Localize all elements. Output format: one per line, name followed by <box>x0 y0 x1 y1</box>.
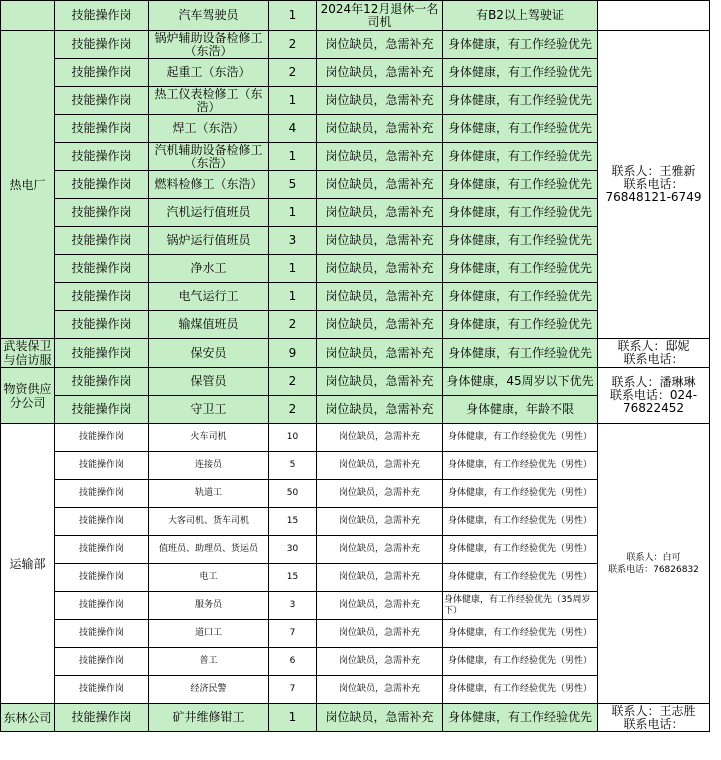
category-cell[interactable]: 技能操作岗 <box>55 227 149 255</box>
reason-cell[interactable]: 岗位缺员，急需补充 <box>317 31 443 59</box>
requirement-cell[interactable]: 身体健康，有工作经验优先 <box>443 115 598 143</box>
reason-cell[interactable]: 岗位缺员，急需补充 <box>317 676 443 704</box>
count-cell[interactable]: 5 <box>269 171 317 199</box>
category-cell[interactable]: 技能操作岗 <box>55 592 149 620</box>
post-cell[interactable]: 汽车驾驶员 <box>149 1 269 31</box>
category-cell[interactable]: 技能操作岗 <box>55 59 149 87</box>
reason-cell[interactable]: 岗位缺员，急需补充 <box>317 227 443 255</box>
reason-cell[interactable]: 岗位缺员，急需补充 <box>317 311 443 339</box>
reason-cell[interactable]: 岗位缺员，急需补充 <box>317 143 443 171</box>
post-cell[interactable]: 汽机辅助设备检修工（东浩） <box>149 143 269 171</box>
contact-line: 76848121-6749 <box>605 190 702 204</box>
requirement-cell[interactable]: 身体健康，有工作经验优先（男性） <box>443 676 598 704</box>
contact-cell-thermal-plant[interactable] <box>598 31 710 339</box>
requirement-cell[interactable]: 有B2以上驾驶证 <box>443 1 598 31</box>
category-cell[interactable]: 技能操作岗 <box>55 199 149 227</box>
reason-cell[interactable]: 岗位缺员，急需补充 <box>317 480 443 508</box>
count-cell[interactable]: 30 <box>269 536 317 564</box>
table-row <box>1 424 710 452</box>
reason-cell[interactable]: 岗位缺员，急需补充 <box>317 564 443 592</box>
contact-cell-materials[interactable] <box>598 368 710 424</box>
category-cell[interactable]: 技能操作岗 <box>55 31 149 59</box>
count-cell[interactable]: 5 <box>269 452 317 480</box>
post-cell[interactable]: 电气运行工 <box>149 283 269 311</box>
contact-line: 联系人：潘琳琳 <box>611 375 696 389</box>
post-cell[interactable]: 汽机运行值班员 <box>149 199 269 227</box>
category-cell[interactable]: 技能操作岗 <box>55 339 149 368</box>
contact-line: 联系电话：76826832 <box>608 564 699 575</box>
post-cell[interactable]: 道口工 <box>149 620 269 648</box>
requirement-cell[interactable]: 身体健康，有工作经验优先 <box>443 339 598 368</box>
unit-cell-thermal-plant[interactable]: 热电厂 <box>1 31 55 339</box>
reason-cell[interactable]: 2024年12月退休一名司机 <box>317 1 443 31</box>
post-cell[interactable]: 保管员 <box>149 368 269 396</box>
count-cell[interactable]: 4 <box>269 115 317 143</box>
post-cell[interactable]: 大客司机、货车司机 <box>149 508 269 536</box>
post-cell[interactable]: 火车司机 <box>149 424 269 452</box>
count-cell[interactable]: 3 <box>269 227 317 255</box>
post-cell[interactable]: 锅炉辅助设备检修工（东浩） <box>149 31 269 59</box>
requirement-cell[interactable]: 身体健康，有工作经验优先（男性） <box>443 564 598 592</box>
unit-cell-transport[interactable]: 运输部 <box>1 424 55 704</box>
table-row <box>1 31 710 59</box>
post-cell[interactable]: 轨道工 <box>149 480 269 508</box>
requirement-cell[interactable]: 身体健康，有工作经验优先 <box>443 171 598 199</box>
count-cell[interactable]: 9 <box>269 339 317 368</box>
count-cell[interactable]: 50 <box>269 480 317 508</box>
count-cell[interactable]: 15 <box>269 508 317 536</box>
reason-cell[interactable]: 岗位缺员，急需补充 <box>317 171 443 199</box>
post-cell[interactable]: 输煤值班员 <box>149 311 269 339</box>
count-cell[interactable]: 1 <box>269 704 317 732</box>
post-cell[interactable]: 连接员 <box>149 452 269 480</box>
reason-cell[interactable]: 岗位缺员，急需补充 <box>317 536 443 564</box>
requirement-cell[interactable]: 身体健康，有工作经验优先 <box>443 31 598 59</box>
post-cell[interactable]: 矿井维修钳工 <box>149 704 269 732</box>
post-cell[interactable]: 值班员、助理员、货运员 <box>149 536 269 564</box>
category-cell[interactable]: 技能操作岗 <box>55 704 149 732</box>
contact-line: 联系人：邸妮 <box>617 339 690 353</box>
post-cell[interactable]: 经济民警 <box>149 676 269 704</box>
category-cell[interactable]: 技能操作岗 <box>55 311 149 339</box>
category-cell[interactable]: 技能操作岗 <box>55 620 149 648</box>
reason-cell[interactable]: 岗位缺员，急需补充 <box>317 368 443 396</box>
requirement-cell[interactable]: 身体健康，有工作经验优先 <box>443 227 598 255</box>
requirement-cell[interactable]: 身体健康，年龄不限 <box>443 396 598 424</box>
category-cell[interactable]: 技能操作岗 <box>55 508 149 536</box>
count-cell[interactable]: 7 <box>269 676 317 704</box>
category-cell[interactable]: 技能操作岗 <box>55 564 149 592</box>
reason-cell[interactable]: 岗位缺员，急需补充 <box>317 255 443 283</box>
count-cell[interactable]: 1 <box>269 1 317 31</box>
requirement-cell[interactable]: 身体健康，有工作经验优先 <box>443 87 598 115</box>
category-cell[interactable]: 技能操作岗 <box>55 255 149 283</box>
count-cell[interactable]: 1 <box>269 255 317 283</box>
requirement-cell[interactable]: 身体健康，有工作经验优先 <box>443 311 598 339</box>
category-cell[interactable]: 技能操作岗 <box>55 452 149 480</box>
unit-cell-security[interactable]: 武装保卫与信访服 <box>1 339 55 368</box>
requirement-cell[interactable]: 身体健康，有工作经验优先（男性） <box>443 620 598 648</box>
reason-cell[interactable]: 岗位缺员，急需补充 <box>317 199 443 227</box>
reason-cell[interactable]: 岗位缺员，急需补充 <box>317 452 443 480</box>
count-cell[interactable]: 7 <box>269 620 317 648</box>
count-cell[interactable]: 2 <box>269 31 317 59</box>
category-cell[interactable]: 技能操作岗 <box>55 536 149 564</box>
contact-line: 联系电话： <box>623 716 684 731</box>
category-cell[interactable]: 技能操作岗 <box>55 368 149 396</box>
count-cell[interactable]: 2 <box>269 59 317 87</box>
post-cell[interactable]: 保安员 <box>149 339 269 368</box>
count-cell[interactable]: 3 <box>269 592 317 620</box>
count-cell[interactable]: 10 <box>269 424 317 452</box>
post-cell[interactable]: 燃料检修工（东浩） <box>149 171 269 199</box>
requirement-cell[interactable]: 身体健康，有工作经验优先 <box>443 704 598 732</box>
category-cell[interactable]: 技能操作岗 <box>55 396 149 424</box>
contact-line: 联系人：王志胜 <box>611 703 696 718</box>
top-unit-cell <box>1 1 55 31</box>
category-cell[interactable]: 技能操作岗 <box>55 115 149 143</box>
reason-cell[interactable]: 岗位缺员，急需补充 <box>317 592 443 620</box>
contact-cell-security[interactable] <box>598 339 710 368</box>
contact-line: 联系人：王雅新 <box>611 164 696 178</box>
post-cell[interactable]: 净水工 <box>149 255 269 283</box>
category-cell[interactable]: 技能操作岗 <box>55 171 149 199</box>
top-contact-cell <box>598 1 710 31</box>
table-row <box>1 368 710 396</box>
requirement-cell[interactable]: 身体健康，有工作经验优先（男性） <box>443 480 598 508</box>
requirement-cell[interactable]: 身体健康，有工作经验优先 <box>443 283 598 311</box>
contact-line: 联系人：白可 <box>626 552 681 563</box>
post-cell[interactable]: 守卫工 <box>149 396 269 424</box>
contact-cell-transport[interactable] <box>598 424 710 704</box>
post-cell[interactable]: 起重工（东浩） <box>149 59 269 87</box>
requirement-cell[interactable]: 身体健康，有工作经验优先 <box>443 143 598 171</box>
category-cell[interactable]: 技能操作岗 <box>55 1 149 31</box>
reason-cell[interactable]: 岗位缺员，急需补充 <box>317 283 443 311</box>
count-cell[interactable]: 2 <box>269 368 317 396</box>
count-cell[interactable]: 2 <box>269 311 317 339</box>
reason-cell[interactable]: 岗位缺员，急需补充 <box>317 115 443 143</box>
reason-cell[interactable]: 岗位缺员，急需补充 <box>317 339 443 368</box>
count-cell[interactable]: 2 <box>269 396 317 424</box>
requirement-cell[interactable]: 身体健康，有工作经验优先 <box>443 59 598 87</box>
reason-cell[interactable]: 岗位缺员，急需补充 <box>317 620 443 648</box>
count-cell[interactable]: 1 <box>269 143 317 171</box>
category-cell[interactable]: 技能操作岗 <box>55 424 149 452</box>
count-cell[interactable]: 6 <box>269 648 317 676</box>
table-row <box>1 339 710 368</box>
contact-line: 76822452 <box>622 401 685 415</box>
reason-cell[interactable]: 岗位缺员，急需补充 <box>317 704 443 732</box>
contact-line: 联系电话： <box>623 352 684 366</box>
requirement-cell[interactable]: 身体健康，有工作经验优先 <box>443 199 598 227</box>
requirement-cell[interactable]: 身体健康，有工作经验优先 <box>443 255 598 283</box>
table-row <box>1 704 710 732</box>
contact-cell-donglin[interactable] <box>598 704 710 732</box>
reason-cell[interactable]: 岗位缺员，急需补充 <box>317 508 443 536</box>
requirement-cell[interactable]: 身体健康，有工作经验优先（男性） <box>443 508 598 536</box>
post-cell[interactable]: 电工 <box>149 564 269 592</box>
count-cell[interactable]: 1 <box>269 283 317 311</box>
requirement-cell[interactable]: 身体健康，有工作经验优先（男性） <box>443 424 598 452</box>
category-cell[interactable]: 技能操作岗 <box>55 283 149 311</box>
reason-cell[interactable]: 岗位缺员，急需补充 <box>317 648 443 676</box>
reason-cell[interactable]: 岗位缺员，急需补充 <box>317 87 443 115</box>
contact-line: 联系电话： <box>623 177 684 191</box>
requirement-cell[interactable]: 身体健康，45周岁以下优先 <box>443 368 598 396</box>
requirement-cell[interactable]: 身体健康，有工作经验优先（男性） <box>443 452 598 480</box>
contact-line: 联系电话：024- <box>609 388 698 402</box>
unit-cell-materials[interactable]: 物资供应分公司 <box>1 368 55 424</box>
count-cell[interactable]: 15 <box>269 564 317 592</box>
post-cell[interactable]: 普工 <box>149 648 269 676</box>
post-cell[interactable]: 服务员 <box>149 592 269 620</box>
requirement-cell[interactable]: 身体健康，有工作经验优先（男性） <box>443 536 598 564</box>
unit-cell-donglin[interactable]: 东林公司 <box>1 704 55 732</box>
category-cell[interactable]: 技能操作岗 <box>55 648 149 676</box>
reason-cell[interactable]: 岗位缺员，急需补充 <box>317 396 443 424</box>
requirement-cell[interactable]: 身体健康，有工作经验优先（35周岁下） <box>443 592 598 620</box>
category-cell[interactable]: 技能操作岗 <box>55 676 149 704</box>
count-cell[interactable]: 1 <box>269 199 317 227</box>
category-cell[interactable]: 技能操作岗 <box>55 143 149 171</box>
reason-cell[interactable]: 岗位缺员，急需补充 <box>317 59 443 87</box>
category-cell[interactable]: 技能操作岗 <box>55 87 149 115</box>
category-cell[interactable]: 技能操作岗 <box>55 480 149 508</box>
reason-cell[interactable]: 岗位缺员，急需补充 <box>317 424 443 452</box>
count-cell[interactable]: 1 <box>269 87 317 115</box>
post-cell[interactable]: 焊工（东浩） <box>149 115 269 143</box>
requirement-cell[interactable]: 身体健康，有工作经验优先（男性） <box>443 648 598 676</box>
post-cell[interactable]: 热工仪表检修工（东浩） <box>149 87 269 115</box>
post-cell[interactable]: 锅炉运行值班员 <box>149 227 269 255</box>
